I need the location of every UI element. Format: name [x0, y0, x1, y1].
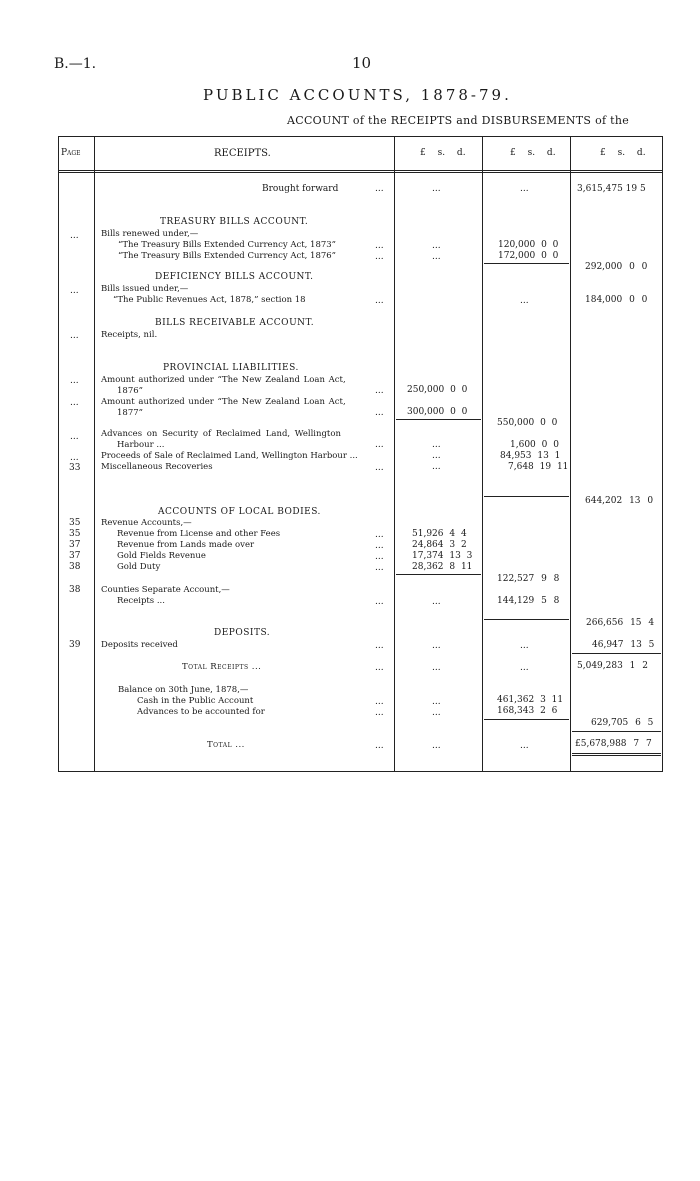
section-heading-receivable: BILLS RECEIVABLE ACCOUNT.: [155, 318, 315, 328]
dots: ...: [375, 552, 384, 562]
section-heading-deficiency: DEFICIENCY BILLS ACCOUNT.: [155, 272, 314, 282]
provincial-line: 1877”: [117, 408, 143, 418]
page-ref: 38: [69, 585, 81, 595]
provincial-col2: 84,953 13 1: [500, 451, 561, 461]
balance-col2: 461,362 3 11: [497, 695, 564, 705]
balance-line: Advances to be accounted for: [137, 707, 265, 717]
page-ref: ...: [70, 398, 79, 408]
deficiency-line: “The Public Revenues Act, 1878,” section 18: [113, 295, 306, 305]
treasury-col2: 120,000 0 0: [498, 240, 559, 250]
provincial-line: Miscellaneous Recoveries: [101, 462, 213, 472]
dots: ...: [375, 386, 384, 396]
table-top-rule: [58, 136, 663, 137]
brought-forward-label: Brought forward: [262, 184, 339, 194]
balance-col1: ...: [432, 697, 441, 707]
subtotal-rule: [484, 719, 569, 720]
deficiency-line: Bills issued under,—: [101, 284, 189, 294]
page-title: PUBLIC ACCOUNTS, 1878-79.: [203, 86, 512, 104]
page-ref: 39: [69, 640, 81, 650]
provincial-col1: ...: [432, 451, 441, 461]
local-line: Receipts ...: [117, 596, 165, 606]
dots: ...: [375, 252, 384, 262]
table-left-border: [58, 136, 59, 772]
section-heading-local-bodies: ACCOUNTS OF LOCAL BODIES.: [158, 507, 321, 517]
treasury-col2: 172,000 0 0: [498, 251, 559, 261]
dots: ...: [375, 440, 384, 450]
brought-forward-col2: ...: [520, 184, 529, 194]
dots: ...: [375, 741, 384, 751]
balance-col3: 629,705 6 5: [591, 718, 654, 728]
page-subtitle: ACCOUNT of the RECEIPTS and DISBURSEMENTS of the: [287, 114, 630, 127]
balance-line: Balance on 30th June, 1878,—: [118, 685, 249, 695]
dots: ...: [375, 563, 384, 573]
deficiency-col3: 184,000 0 0: [585, 295, 648, 305]
local-col3: 266,656 15 4: [586, 618, 655, 628]
page-ref: 38: [69, 562, 81, 572]
table-bottom-rule: [58, 771, 663, 772]
provincial-col1: ...: [432, 462, 441, 472]
dots: ...: [375, 663, 384, 673]
provincial-line: Amount authorized under “The New Zealand Loan Act,: [101, 375, 346, 385]
grand-total-label: Total ...: [207, 740, 245, 750]
section-heading-provincial: PROVINCIAL LIABILITIES.: [163, 363, 299, 373]
page-ref: 35: [69, 529, 81, 539]
receipts-column-divider: [394, 136, 395, 772]
subtotal-rule: [484, 263, 569, 264]
dots: ...: [375, 463, 384, 473]
total-receipts-col3: 5,049,283 1 2: [577, 661, 648, 671]
provincial-line: Proceeds of Sale of Reclaimed Land, Wellington Harbour ...: [101, 451, 358, 461]
local-line: Revenue from Lands made over: [117, 540, 255, 550]
local-line: Revenue Accounts,—: [101, 518, 192, 528]
page-ref: 35: [69, 518, 81, 528]
dots: ...: [375, 530, 384, 540]
page-ref: ...: [70, 453, 79, 463]
local-col2: 122,527 9 8: [497, 574, 560, 584]
balance-col1: ...: [432, 708, 441, 718]
provincial-col2: 550,000 0 0: [497, 418, 558, 428]
local-line: Gold Fields Revenue: [117, 551, 206, 561]
page-ref: 37: [69, 540, 81, 550]
total-receipts-col1: ...: [432, 663, 441, 673]
header-col1: £ s. d.: [420, 148, 466, 158]
dots: ...: [375, 241, 384, 251]
local-line: Revenue from License and other Fees: [117, 529, 281, 539]
provincial-col1: ...: [432, 440, 441, 450]
document-reference: B.—1.: [54, 56, 97, 72]
treasury-line: “The Treasury Bills Extended Currency Act, 1873”: [118, 240, 337, 250]
grand-total-col2: ...: [520, 741, 529, 751]
subtotal-rule: [484, 619, 569, 620]
balance-col2: 168,343 2 6: [497, 706, 558, 716]
treasury-col1: ...: [432, 252, 441, 262]
local-col1: 51,926 4 4: [412, 529, 467, 539]
page-ref: ...: [70, 231, 79, 241]
local-line: Gold Duty: [117, 562, 161, 572]
deposits-col1: ...: [432, 641, 441, 651]
page-ref: ...: [70, 286, 79, 296]
local-col1: 24,864 3 2: [412, 540, 467, 550]
local-col1: 17,374 13 3: [412, 551, 473, 561]
dots: ...: [375, 296, 384, 306]
dots: ...: [375, 708, 384, 718]
total-double-rule: [572, 753, 661, 754]
page-ref: ...: [70, 432, 79, 442]
provincial-line: 1876”: [117, 386, 143, 396]
dots: ...: [375, 541, 384, 551]
deficiency-col2: ...: [520, 296, 529, 306]
treasury-line: Bills renewed under,—: [101, 229, 199, 239]
provincial-col2: 7,648 19 11: [508, 462, 569, 472]
provincial-col3: 644,202 13 0: [585, 496, 654, 506]
total-receipts-label: Total Receipts ...: [182, 662, 262, 672]
provincial-col1: 300,000 0 0: [407, 407, 468, 417]
deposits-col2: ...: [520, 641, 529, 651]
page-ref: ...: [70, 376, 79, 386]
table-right-border: [662, 136, 663, 772]
treasury-col1: ...: [432, 241, 441, 251]
header-col3: £ s. d.: [600, 148, 646, 158]
grand-total-col1: ...: [432, 741, 441, 751]
subtotal-rule: [396, 574, 481, 575]
deposits-line: Deposits received: [101, 640, 178, 650]
header-rule: [58, 170, 663, 171]
header-receipts: RECEIPTS.: [214, 148, 271, 159]
header-rule-double: [58, 172, 663, 173]
dots: ...: [375, 184, 384, 194]
col2-divider: [570, 136, 571, 772]
page-column-divider: [94, 136, 95, 772]
subtotal-rule: [572, 731, 661, 732]
subtotal-rule: [572, 653, 661, 654]
section-heading-deposits: DEPOSITS.: [214, 628, 271, 638]
local-col2: 144,129 5 8: [497, 596, 560, 606]
total-double-rule: [572, 755, 661, 756]
page-ref: 33: [69, 463, 81, 473]
provincial-line: Harbour ...: [117, 440, 165, 450]
grand-total-col3: £5,678,988 7 7: [575, 739, 652, 749]
local-col1: 28,362 8 11: [412, 562, 473, 572]
brought-forward-col1: ...: [432, 184, 441, 194]
dots: ...: [375, 641, 384, 651]
provincial-line: Amount authorized under “The New Zealand Loan Act,: [101, 397, 346, 407]
col1-divider: [482, 136, 483, 772]
subtotal-rule: [484, 496, 569, 497]
dots: ...: [375, 697, 384, 707]
page-ref: ...: [70, 331, 79, 341]
provincial-col1: 250,000 0 0: [407, 385, 468, 395]
dots: ...: [375, 597, 384, 607]
provincial-col2: 1,600 0 0: [510, 440, 559, 450]
brought-forward-col3: 3,615,475 19 5: [577, 184, 646, 194]
deposits-col3: 46,947 13 5: [592, 640, 655, 650]
receivable-line: Receipts, nil.: [101, 330, 158, 340]
page-number: 10: [352, 54, 372, 72]
provincial-line: Advances on Security of Reclaimed Land, Wellington: [101, 429, 341, 439]
local-line: Counties Separate Account,—: [101, 585, 230, 595]
local-col1: ...: [432, 597, 441, 607]
header-page: Page: [61, 148, 81, 158]
treasury-col3: 292,000 0 0: [585, 262, 648, 272]
header-col2: £ s. d.: [510, 148, 556, 158]
section-heading-treasury: TREASURY BILLS ACCOUNT.: [160, 217, 309, 227]
balance-line: Cash in the Public Account: [137, 696, 254, 706]
page-ref: 37: [69, 551, 81, 561]
subtotal-rule: [396, 419, 481, 420]
dots: ...: [375, 408, 384, 418]
treasury-line: “The Treasury Bills Extended Currency Act, 1876”: [118, 251, 337, 261]
total-receipts-col2: ...: [520, 663, 529, 673]
